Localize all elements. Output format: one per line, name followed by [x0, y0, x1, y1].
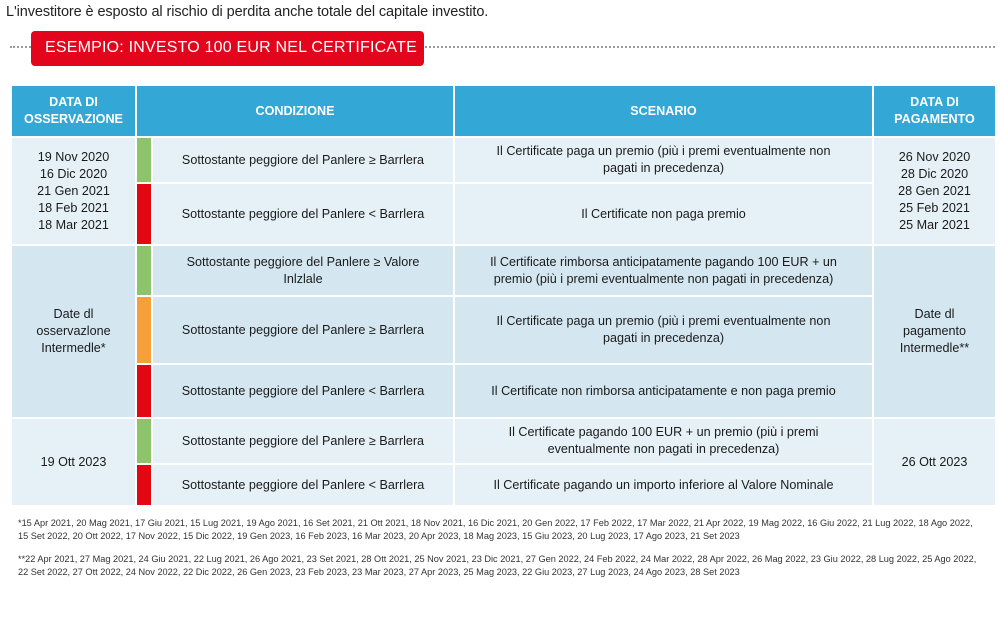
condition-cell: Sottostante peggiore del Panlere ≥ Barrlera	[152, 296, 454, 364]
table-row	[11, 245, 996, 296]
payment-dates-group1: 26 Nov 2020 28 Dic 2020 28 Gen 2021 25 Feb 2021 25 Mar 2021	[873, 137, 996, 245]
condition-cell: Sottostante peggiore del Panlere < Barrlera	[152, 364, 454, 418]
condition-cell: Sottostante peggiore del Panlere < Barrlera	[152, 183, 454, 245]
status-indicator-green	[136, 245, 152, 296]
condition-cell: Sottostante peggiore del Panlere < Barrlera	[152, 464, 454, 506]
table-row	[11, 137, 996, 183]
status-indicator-red	[136, 464, 152, 506]
header-scenario: SCENARIO	[454, 85, 873, 137]
table-row	[11, 183, 996, 245]
status-indicator-green	[136, 418, 152, 464]
scenario-table	[10, 84, 997, 507]
table-row	[11, 418, 996, 464]
footnotes	[18, 517, 980, 589]
header-payment-date: DATA DI PAGAMENTO	[873, 85, 996, 137]
scenario-cell: Il Certificate pagando un importo inferiore al Valore Nominale	[454, 464, 873, 506]
condition-cell: Sottostante peggiore del Panlere ≥ Barrlera	[152, 418, 454, 464]
table-row	[11, 296, 996, 364]
observation-date-final: 19 Ott 2023	[11, 418, 136, 506]
observation-dates-group1: 19 Nov 2020 16 Dic 2020 21 Gen 2021 18 Feb 2021 18 Mar 2021	[11, 137, 136, 245]
footnote-intermediate-payment: **22 Apr 2021, 27 Mag 2021, 24 Giu 2021, 22 Lug 2021, 26 Ago 2021, 23 Set 2021, 28 Ott 2021, 25 Nov 2021, 23 Dic 2021, 27 Gen 2022, 24 Feb 2022, 24 Mar 2022, 28 Apr 2022, 26 Mag 2022, 23 Giu 2022, 28 Lug 2022, 25 Ago 2022, 22 Set 2022, 27 Ott 2022, 24 Nov 2022, 22 Dic 2022, 26 Gen 2023, 23 Feb 2023, 23 Mar 2023, 27 Apr 2023, 25 Mag 2023, 22 Giu 2023, 27 Lug 2023, 24 Ago 2023, 28 Set 2023	[18, 554, 977, 578]
table-header-row	[11, 85, 996, 137]
footnote-intermediate-observation: *15 Apr 2021, 20 Mag 2021, 17 Giu 2021, 15 Lug 2021, 19 Ago 2021, 16 Set 2021, 21 Ott 2021, 18 Nov 2021, 16 Dic 2021, 20 Gen 2022, 17 Feb 2022, 17 Mar 2022, 21 Apr 2022, 19 Mag 2022, 16 Giu 2022, 21 Lug 2022, 18 Ago 2022, 15 Set 2022, 20 Ott 2022, 17 Nov 2022, 15 Dic 2022, 19 Gen 2023, 16 Feb 2023, 16 Mar 2023, 20 Apr 2023, 18 Mag 2023, 15 Giu 2023, 20 Lug 2023, 17 Ago 2023, 21 Set 2023	[18, 518, 973, 542]
observation-dates-intermediate: Date dl osservazlone Intermedle*	[11, 245, 136, 418]
status-indicator-orange	[136, 296, 152, 364]
condition-cell: Sottostante peggiore del Panlere ≥ Barrlera	[152, 137, 454, 183]
header-observation-date: DATA DI OSSERVAZIONE	[11, 85, 136, 137]
scenario-cell: Il Certificate non paga premio	[454, 183, 873, 245]
scenario-cell: Il Certificate non rimborsa anticipatamente e non paga premio	[454, 364, 873, 418]
payment-dates-intermediate: Date dl pagamento Intermedle**	[873, 245, 996, 418]
scenario-cell: Il Certificate paga un premio (più i premi eventualmente non pagati in precedenza)	[454, 296, 873, 364]
table-row	[11, 464, 996, 506]
scenario-cell: Il Certificate pagando 100 EUR + un premio (più i premi eventualmente non pagati in precedenza)	[454, 418, 873, 464]
table-row	[11, 364, 996, 418]
intro-text: L'investitore è esposto al rischio di perdita anche totale del capitale investito.	[6, 4, 489, 20]
example-banner: ESEMPIO: INVESTO 100 EUR NEL CERTIFICATE	[31, 31, 424, 66]
scenario-cell: Il Certificate rimborsa anticipatamente pagando 100 EUR + un premio (più i premi eventualmente non pagati in precedenza)	[454, 245, 873, 296]
status-indicator-red	[136, 183, 152, 245]
scenario-cell: Il Certificate paga un premio (più i premi eventualmente non pagati in precedenza)	[454, 137, 873, 183]
status-indicator-green	[136, 137, 152, 183]
status-indicator-red	[136, 364, 152, 418]
header-condition: CONDIZIONE	[136, 85, 454, 137]
payment-date-final: 26 Ott 2023	[873, 418, 996, 506]
condition-cell: Sottostante peggiore del Panlere ≥ Valore Inlzlale	[152, 245, 454, 296]
